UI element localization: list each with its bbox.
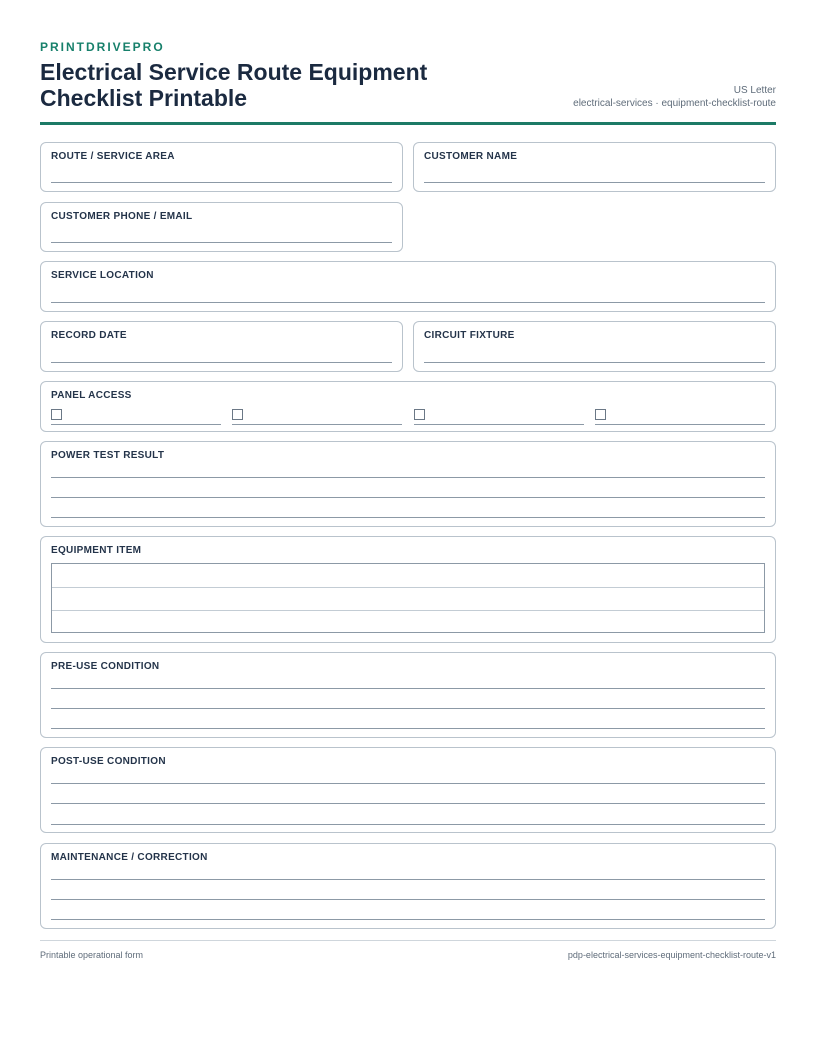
panel-access-option-4 [595, 408, 765, 425]
route-service-area-label: ROUTE / SERVICE AREA [51, 151, 175, 162]
power-test-result-line-3[interactable] [51, 517, 765, 518]
form-header [40, 40, 776, 126]
maintenance-correction-label: MAINTENANCE / CORRECTION [51, 852, 208, 863]
power-test-result-label: POWER TEST RESULT [51, 450, 165, 461]
customer-phone-email-input-line[interactable] [51, 242, 392, 243]
route-service-area-input-line[interactable] [51, 182, 392, 183]
table-row-divider [52, 587, 764, 588]
service-location-input-line[interactable] [51, 302, 765, 303]
panel-access-field [40, 381, 776, 432]
footer-divider [40, 940, 776, 941]
pre-use-condition-line-1[interactable] [51, 688, 765, 689]
service-location-label: SERVICE LOCATION [51, 270, 154, 281]
panel-access-option-2 [232, 408, 402, 425]
pre-use-condition-label: PRE-USE CONDITION [51, 661, 160, 672]
customer-name-label: CUSTOMER NAME [424, 151, 518, 162]
equipment-item-table [51, 563, 765, 633]
panel-access-option-3 [414, 408, 584, 425]
equipment-item-label: EQUIPMENT ITEM [51, 545, 142, 556]
customer-phone-email-field [40, 202, 403, 252]
circuit-fixture-input-line[interactable] [424, 362, 765, 363]
footer-description: Printable operational form [40, 950, 144, 960]
pre-use-condition-line-3[interactable] [51, 728, 765, 729]
post-use-condition-line-3[interactable] [51, 824, 765, 825]
table-row-divider [52, 610, 764, 611]
title-line-1: Electrical Service Route Equipment [40, 59, 428, 85]
power-test-result-field [40, 441, 776, 527]
post-use-condition-field [40, 747, 776, 833]
circuit-fixture-label: CIRCUIT FIXTURE [424, 330, 515, 341]
title-line-2: Checklist Printable [40, 85, 248, 111]
customer-name-input-line[interactable] [424, 182, 765, 183]
category-path: electrical-services · equipment-checklist-route [573, 98, 776, 109]
brand-logo-text: PRINTDRIVEPRO [40, 40, 165, 54]
maintenance-correction-line-2[interactable] [51, 899, 765, 900]
panel-access-label: PANEL ACCESS [51, 390, 132, 401]
post-use-condition-line-2[interactable] [51, 803, 765, 804]
panel-access-option-1 [51, 408, 221, 425]
maintenance-correction-field [40, 843, 776, 929]
pre-use-condition-field [40, 652, 776, 738]
checkbox[interactable] [414, 409, 425, 420]
power-test-result-line-2[interactable] [51, 497, 765, 498]
route-service-area-field [40, 142, 403, 192]
pre-use-condition-line-2[interactable] [51, 708, 765, 709]
circuit-fixture-field [413, 321, 776, 372]
paper-size: US Letter [733, 85, 776, 96]
post-use-condition-line-1[interactable] [51, 783, 765, 784]
service-location-field [40, 261, 776, 312]
header-divider [40, 122, 776, 125]
maintenance-correction-line-3[interactable] [51, 919, 765, 920]
customer-phone-email-label: CUSTOMER PHONE / EMAIL [51, 211, 193, 222]
post-use-condition-label: POST-USE CONDITION [51, 756, 166, 767]
power-test-result-line-1[interactable] [51, 477, 765, 478]
checkbox[interactable] [51, 409, 62, 420]
checkbox[interactable] [232, 409, 243, 420]
record-date-label: RECORD DATE [51, 330, 127, 341]
checkbox[interactable] [595, 409, 606, 420]
page-title [40, 59, 500, 111]
record-date-input-line[interactable] [51, 362, 392, 363]
record-date-field [40, 321, 403, 372]
customer-name-field [413, 142, 776, 192]
footer-form-id: pdp-electrical-services-equipment-checklist-route-v1 [567, 950, 776, 960]
maintenance-correction-line-1[interactable] [51, 879, 765, 880]
equipment-item-field [40, 536, 776, 643]
document-meta [573, 84, 776, 110]
